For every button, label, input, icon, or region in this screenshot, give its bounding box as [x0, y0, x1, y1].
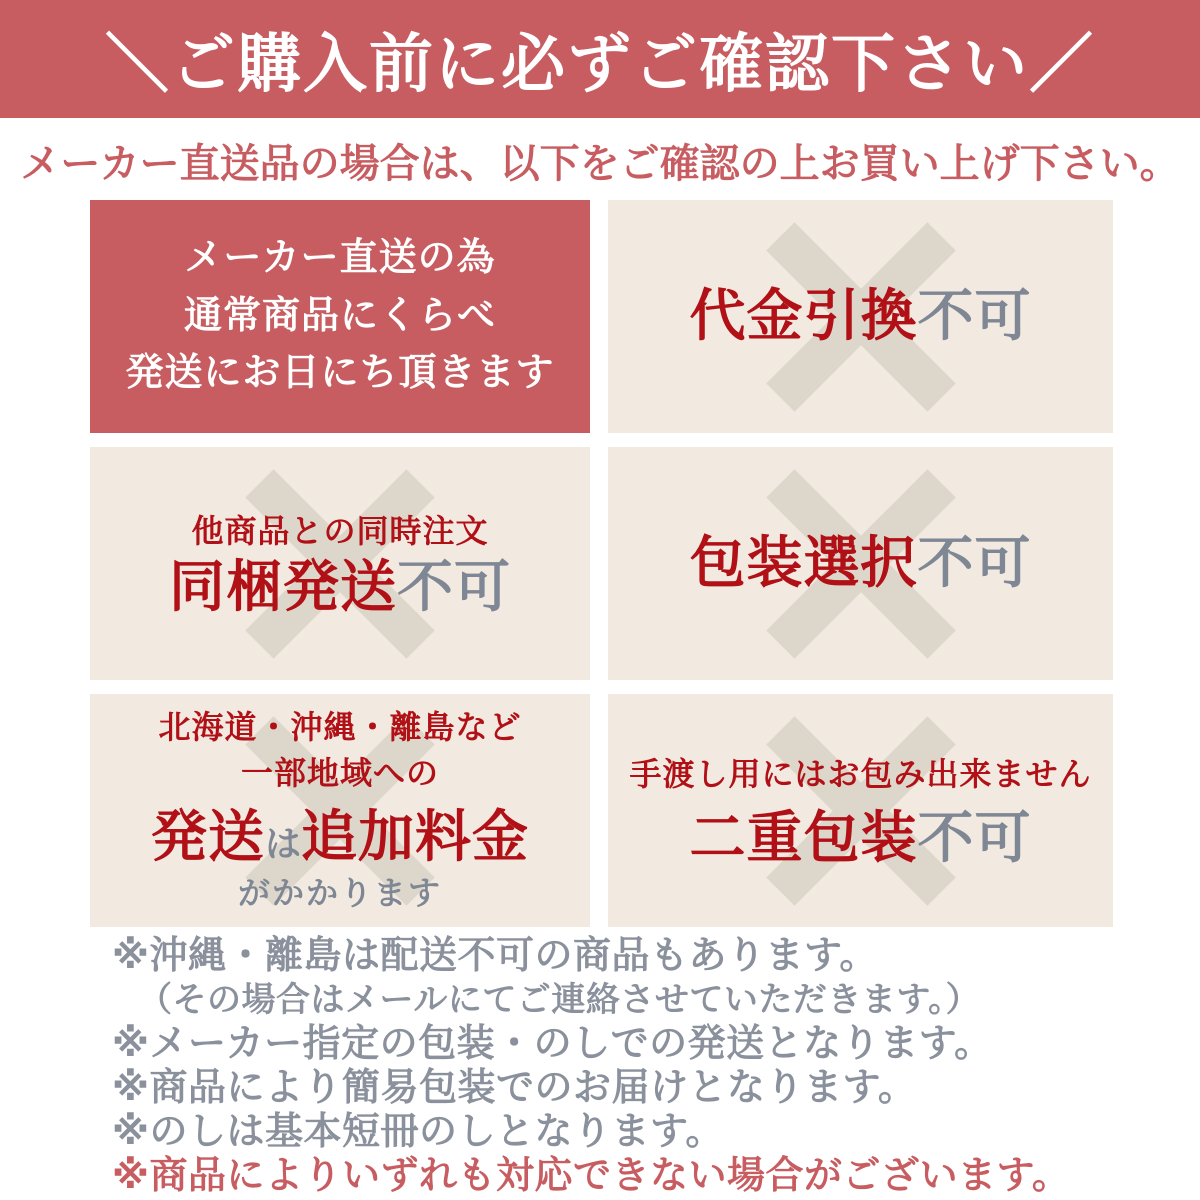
double-wrapping-text	[629, 751, 1091, 870]
additional-fee-regions: 北海道・沖縄・離島など	[158, 708, 522, 745]
note-line-parenthetical: （その場合はメールにてご連絡させていただきます。）	[138, 981, 981, 1019]
cod-label: 代金引換	[689, 284, 918, 348]
direct-shipping-line: メーカー直送の為	[184, 236, 496, 279]
bundled-shipping-not-allowed-label: 不可	[397, 554, 511, 618]
bundled-shipping-subtext: 他商品との同時注文	[191, 513, 489, 550]
bundled-shipping-label: 同梱発送	[169, 554, 397, 618]
cod-not-allowed-label: 不可	[917, 284, 1032, 348]
wrapping-selection-text	[690, 531, 1032, 595]
direct-shipping-line: 通常商品にくらべ	[183, 294, 496, 337]
additional-fee-suffix: がかかります	[237, 875, 442, 912]
additional-fee-label-fee: 追加料金	[301, 804, 529, 868]
additional-fee-label-shipping: 発送	[150, 804, 265, 868]
note-line: ※沖縄・離島は配送不可の商品もあります。	[112, 935, 878, 977]
cell-direct-shipping-notice	[90, 200, 590, 433]
cell-bundled-shipping-not-available	[90, 447, 590, 680]
note-line: ※のしは基本短冊のしとなります。	[112, 1111, 724, 1153]
additional-fee-regions-2: 一部地域への	[240, 755, 439, 792]
subtitle-text: メーカー直送品の場合は、以下をご確認の上お買い上げ下さい。	[20, 141, 1180, 186]
bundled-shipping-text	[169, 508, 511, 619]
cell-cod-not-available	[608, 200, 1113, 433]
double-wrapping-not-allowed-label: 不可	[917, 805, 1032, 869]
cod-text	[690, 284, 1032, 348]
wrapping-selection-label: 包装選択	[689, 531, 918, 595]
additional-fee-particle: は	[264, 822, 301, 864]
cell-wrapping-selection-not-available	[608, 447, 1113, 680]
cell-additional-shipping-fee	[90, 694, 590, 927]
note-line: ※メーカー指定の包装・のしでの発送となります。	[112, 1023, 993, 1065]
cell-double-wrapping-not-available	[608, 694, 1113, 927]
double-wrapping-subtext: 手渡し用にはお包み出来ません	[629, 756, 1092, 793]
notice-grid	[90, 200, 1113, 927]
direct-shipping-line: 発送にお日にち頂きます	[125, 352, 555, 395]
header-banner	[0, 0, 1200, 118]
double-wrapping-label: 二重包装	[689, 805, 918, 869]
note-line: ※商品により簡易包装でのお届けとなります。	[112, 1067, 917, 1109]
wrapping-selection-not-allowed-label: 不可	[917, 531, 1032, 595]
footer-notes	[112, 934, 1070, 1198]
direct-shipping-text	[125, 230, 554, 403]
note-line-warning: ※商品によりいずれも対応できない場合がございます。	[112, 1155, 1071, 1197]
header-banner-title: ＼ご購入前に必ずご確認下さい／	[105, 28, 1095, 100]
additional-fee-text	[151, 704, 529, 917]
